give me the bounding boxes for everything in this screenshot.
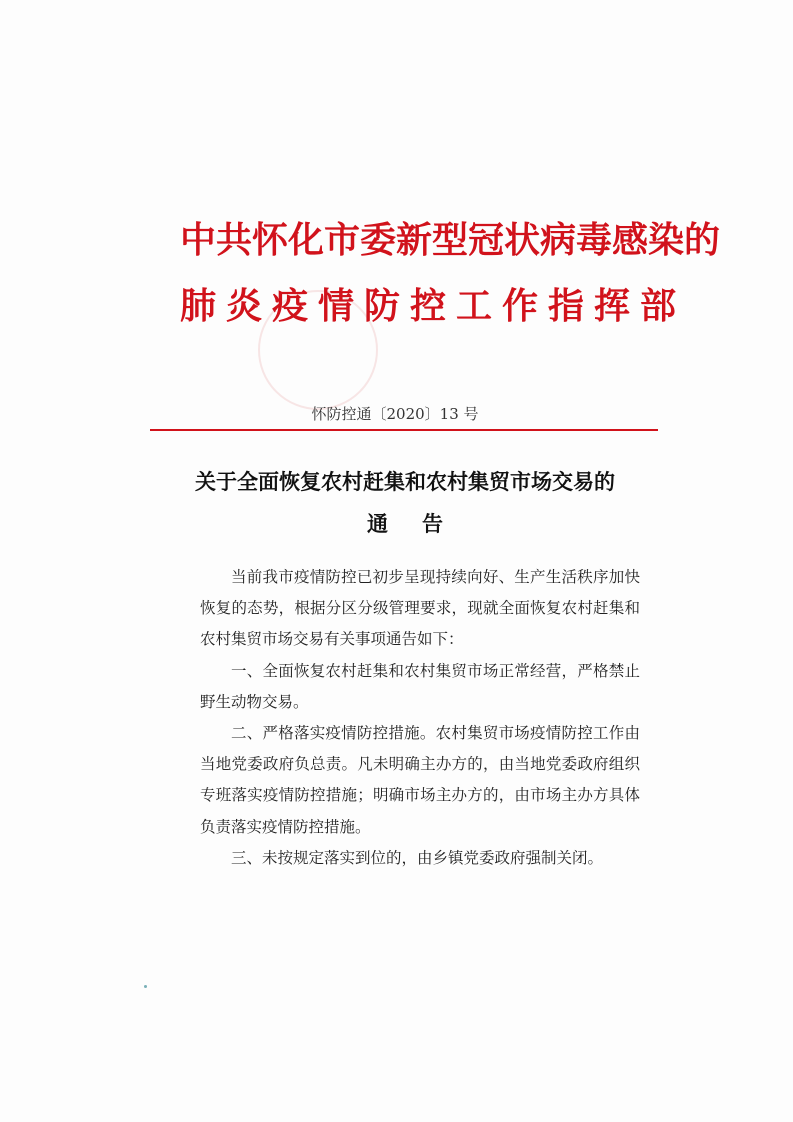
document-number: 怀防控通〔2020〕13 号 bbox=[311, 405, 479, 423]
body-paragraph-item-3: 三、未按规定落实到位的，由乡镇党委政府强制关闭。 bbox=[231, 848, 604, 867]
body-paragraph-item-2: 二、严格落实疫情防控措施。农村集贸市场疫情防控工作由当地党委政府负总责。凡未明确主办方的，由当地党委政府组织专班落实疫情防控措施；明确市场主办方的，由市场主办方具体负责落实疫情防控措施。 bbox=[200, 724, 640, 836]
document-title-line-1: 关于全面恢复农村赶集和农村集贸市场交易的 bbox=[195, 469, 615, 494]
issuing-authority-line-2: 肺炎疫情防控工作指挥部 bbox=[180, 286, 687, 327]
document-body bbox=[200, 562, 640, 874]
document-title-line-2: 通告 bbox=[367, 511, 477, 536]
body-paragraph-item-1: 一、全面恢复农村赶集和农村集贸市场正常经营，严格禁止野生动物交易。 bbox=[200, 661, 640, 711]
body-paragraph-intro: 当前我市疫情防控已初步呈现持续向好、生产生活秩序加快恢复的态势，根据分区分级管理要求，现就全面恢复农村赶集和农村集贸市场交易有关事项通告如下： bbox=[200, 568, 640, 649]
red-divider-line bbox=[150, 429, 658, 431]
scan-speck bbox=[144, 985, 147, 988]
issuing-authority-line-1: 中共怀化市委新型冠状病毒感染的 bbox=[180, 220, 721, 261]
